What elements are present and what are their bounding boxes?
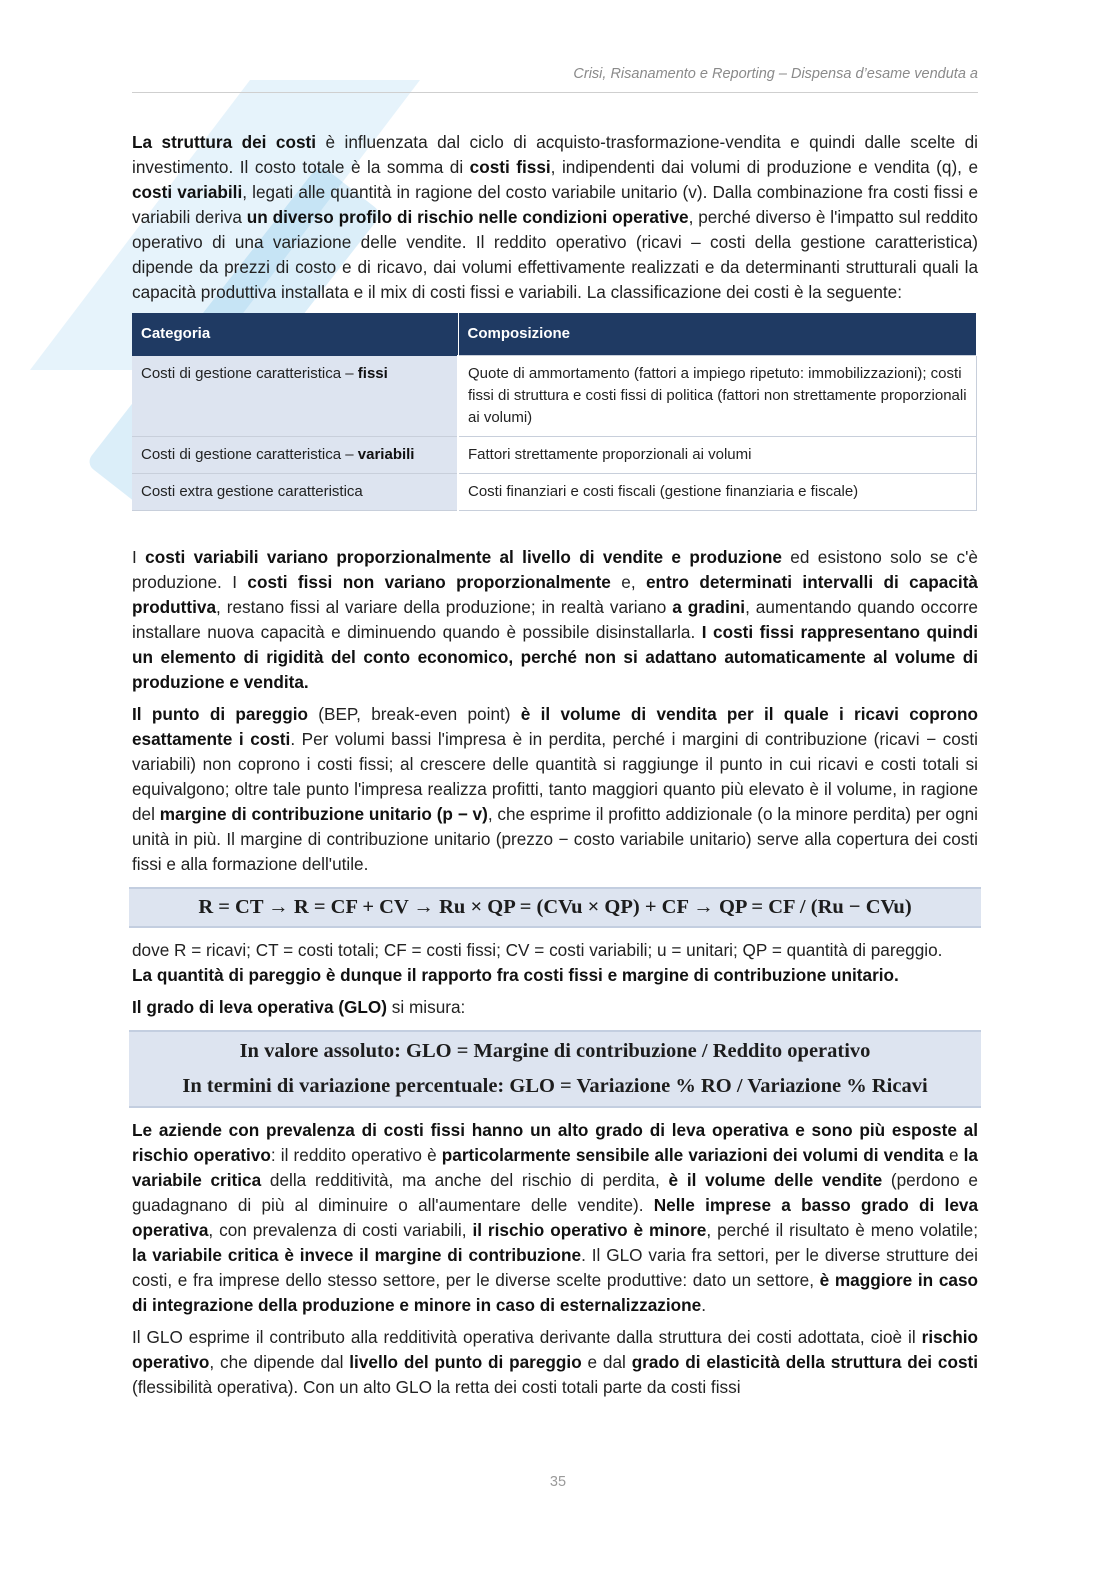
table-cell-composition: Quote di ammortamento (fattori a impiego ripetuto: immobilizzazioni); costi fissi di struttura e costi fissi di politica (fattori non strettamente proporzionali ai volumi): [458, 356, 977, 437]
glo-formula-percentage: In termini di variazione percentuale: GLO = Variazione % RO / Variazione % Ricavi: [182, 1075, 928, 1097]
page-number: 35: [549, 1474, 567, 1490]
running-header: Crisi, Risanamento e Reporting – Dispensa d’esame venduta a: [132, 66, 978, 93]
page-content: [132, 130, 978, 1400]
table-cell-composition: Fattori strettamente proporzionali ai volumi: [458, 437, 977, 474]
table-cell-composition: Costi finanziari e costi fiscali (gestione finanziaria e fiscale): [458, 474, 977, 511]
paragraph-operating-leverage: Le aziende con prevalenza di costi fissi hanno un alto grado di leva operativa e sono più esposte al rischio operativo: il reddito operativo è particolarmente sensibile alle variazioni dei volumi di vendita e la variabile critica della redditività, ma anche del rischio di perdita, è il volume delle vendite (perdono e guadagnano di più al diminuire o all'aumentare delle vendite). Nelle imprese a basso grado di leva operativa, con prevalenza di costi variabili, il rischio operativo è minore, perché il risultato è meno volatile; la variabile critica è invece il margine di contribuzione. Il GLO varia fra settori, per le diverse strutture dei costi, e fra imprese dello stesso settore, per le diverse scelte produttive: dato un settore, è maggiore in caso di integrazione della produzione e minore in caso di esternalizzazione.: [132, 1120, 979, 1315]
cost-classification-table: [132, 313, 977, 511]
table-row: [132, 437, 977, 474]
table-row: [132, 474, 977, 511]
table-row: [132, 356, 977, 437]
paragraph-break-even: Il punto di pareggio (BEP, break-even point) è il volume di vendita per il quale i ricavi coprono esattamente i costi. Per volumi bassi l'impresa è in perdita, perché i margini di contribuzione (ricavi − costi variabili) non coprono i costi fissi; al crescere delle quantità si raggiunge il punto in cui ricavi e costi totali si equivalgono; oltre tale punto l'impresa realizza profitti, tanto maggiori quanto più elevato è il volume, in ragione del margine di contribuzione unitario (p − v), che esprime il profitto addizionale (o la minore perdita) per ogni unità in più. Il margine di contribuzione unitario (prezzo − costo variabile unitario) serve alla copertura dei costi fissi e alla formazione dell'utile.: [132, 704, 979, 874]
glo-formula: [129, 1030, 981, 1108]
paragraph-glo-risk: Il GLO esprime il contributo alla redditività operativa derivante dalla struttura dei costi adottata, cioè il rischio operativo, che dipende dal livello del punto di pareggio e dal grado di elasticità della struttura dei costi (flessibilità operativa). Con un alto GLO la retta dei costi totali parte da costi fissi: [132, 1327, 979, 1397]
table-cell-category: Costi di gestione caratteristica – variabili: [132, 437, 458, 474]
paragraph-formula-legend: dove R = ricavi; CT = costi totali; CF = costi fissi; CV = costi variabili; u = unitari; QP = quantità di pareggio. La quantità di pareggio è dunque il rapporto fra costi fissi e margine di contribuzione unitario.: [132, 940, 943, 985]
paragraph-glo-intro: Il grado di leva operativa (GLO) si misura:: [132, 997, 466, 1017]
glo-formula-absolute: In valore assoluto: GLO = Margine di contribuzione / Reddito operativo: [239, 1040, 871, 1062]
paragraph-variable-fixed-costs: I costi variabili variano proporzionalmente al livello di vendite e produzione ed esistono solo se c'è produzione. I costi fissi non variano proporzionalmente e, entro determinati intervalli di capacità produttiva, restano fissi al variare della produzione; in realtà variano a gradini, aumentando quando occorre installare nuova capacità e diminuendo quando è possibile disinstallarla. I costi fissi rappresentano quindi un elemento di rigidità del conto economico, perché non si adattano automaticamente al volume di produzione e vendita.: [132, 547, 978, 692]
table-header-categoria: Categoria: [132, 313, 458, 356]
table-header-composizione: Composizione: [458, 313, 977, 356]
break-even-formula: R = CT → R = CF + CV → Ru × QP = (CVu × QP) + CF → QP = CF / (Ru − CVu): [129, 887, 981, 928]
table-cell-category: Costi extra gestione caratteristica: [132, 474, 458, 511]
paragraph-cost-structure: La struttura dei costi è influenzata dal ciclo di acquisto-trasformazione-vendita e quindi dalle scelte di investimento. Il costo totale è la somma di costi fissi, indipendenti dai volumi di produzione e vendita (q), e costi variabili, legati alle quantità in ragione del costo variabile unitario (v). Dalla combinazione fra costi fissi e variabili deriva un diverso profilo di rischio nelle condizioni operative, perché diverso è l'impatto sul reddito operativo di una variazione delle vendite. Il reddito operativo (ricavi – costi della gestione caratteristica) dipende da prezzi di costo e di ricavo, dai volumi effettivamente realizzati e da determinanti strutturali quali la capacità produttiva installata e il mix di costi fissi e variabili. La classificazione dei costi è la seguente:: [132, 132, 979, 302]
table-cell-category: Costi di gestione caratteristica – fissi: [132, 356, 458, 437]
